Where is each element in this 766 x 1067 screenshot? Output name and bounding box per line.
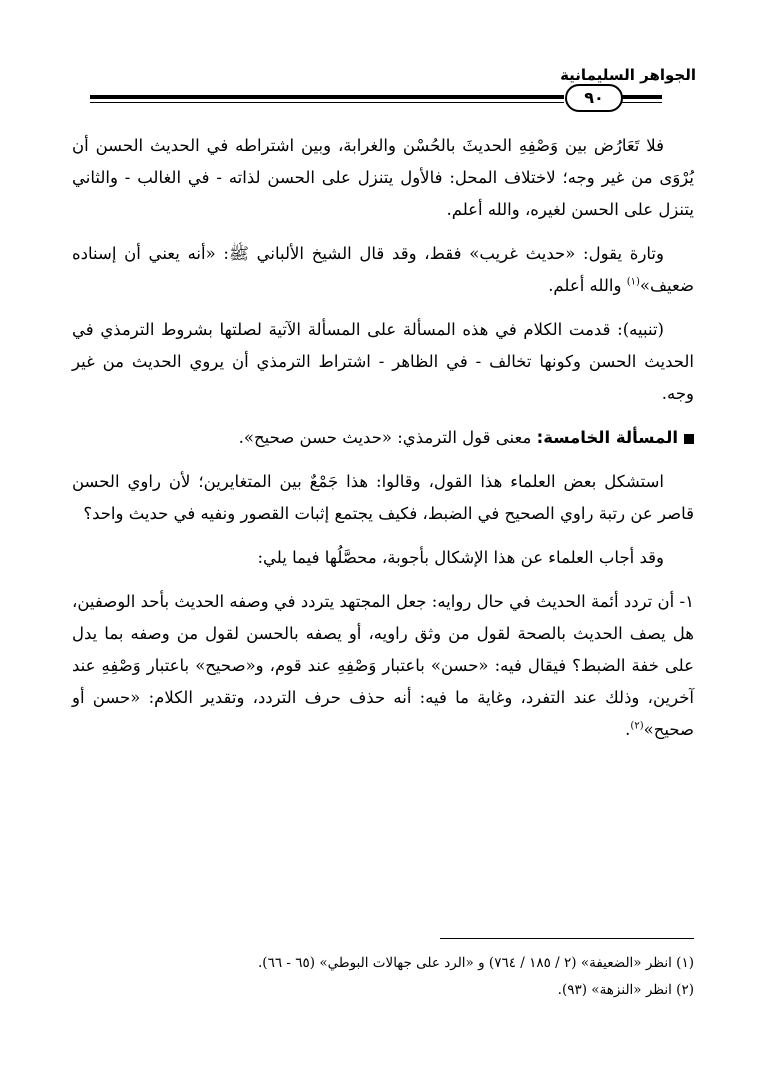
paragraph-4: استشكل بعض العلماء هذا القول، وقالوا: هذا جَمْعٌ بين المتغايرين؛ لأن راوي الحسن قاصر عن رتبة راوي الصحيح في الضبط، فكيف يجتمع إثبات القصور ونفيه في حديث واحد؟ (72, 472, 694, 523)
footnotes (72, 950, 694, 1004)
paragraph-2-tail: والله أعلم. (548, 276, 627, 295)
answer-1 (72, 586, 694, 746)
footnote-2: (٢) انظر «النزهة» (٩٣). (557, 982, 694, 998)
footnote-1: (١) انظر «الضعيفة» (٢ / ١٨٥ / ٧٦٤) و «الرد على جهالات البوطي» (٦٥ - ٦٦). (258, 955, 694, 971)
header-rule-right-thin (620, 102, 662, 103)
section-title: معنى قول الترمذي: «حديث حسن صحيح». (238, 428, 537, 447)
page-number: ٩٠ (565, 84, 623, 112)
paragraph-2 (72, 238, 694, 302)
footnote-separator (440, 938, 694, 939)
answer-1-tail: . (625, 720, 631, 739)
paragraph-2-text: وتارة يقول: «حديث غريب» فقط، وقد قال الشيخ الألباني ﷺ: «أنه يعني أن إسناده ضعيف» (72, 244, 694, 295)
square-bullet-icon (684, 434, 694, 444)
paragraph-5: وقد أجاب العلماء عن هذا الإشكال بأجوبة، محصَّلُها فيما يلي: (257, 548, 664, 567)
header-rule-thin (90, 102, 564, 103)
section-heading (72, 422, 694, 454)
body-text (72, 130, 694, 758)
footnote-ref-2[interactable]: (٢) (630, 720, 644, 732)
footnote-ref-1[interactable]: (١) (626, 276, 640, 288)
paragraph-3: (تنبيه): قدمت الكلام في هذه المسألة على المسألة الآتية لصلتها بشروط الترمذي في الحديث الحسن وكونها تخالف - في الظاهر - اشتراط الترمذي أن يروي الحديث من غير وجه. (72, 320, 694, 403)
section-label: المسألة الخامسة: (536, 428, 678, 447)
header-rule-thick (90, 95, 564, 99)
running-title: الجواهر السليمانية (560, 66, 696, 84)
answer-1-text: ١- أن تردد أئمة الحديث في حال روايه: جعل المجتهد يتردد في وصفه الحديث بأحد الوصفين، هل يصف الحديث بالصحة لقول من وثق راويه، أو يصفه بالحسن لقول من وصفه بما يدل على خفة الضبط؟ فيقال فيه: «حسن» باعتبار وَصْفِهِ عند قوم، و«صحيح» باعتبار وَصْفِهِ عند آخرين، وذلك عند التفرد، وغاية ما فيه: أنه حذف حرف التردد، وتقدير الكلام: «حسن أو صحيح» (72, 592, 694, 739)
header-rule-right-thick (620, 95, 662, 99)
paragraph-1: فلا تَعَارُض بين وَصْفِهِ الحديثَ بالحُسْن والغرابة، وبين اشتراطه في الحديث الحسن أن يُرْوَى من غير وجه؛ لاختلاف المحل: فالأول يتنزل على الحسن لذاته - في الغالب - والثاني يتنزل على الحسن لغيره، والله أعلم. (72, 136, 694, 219)
